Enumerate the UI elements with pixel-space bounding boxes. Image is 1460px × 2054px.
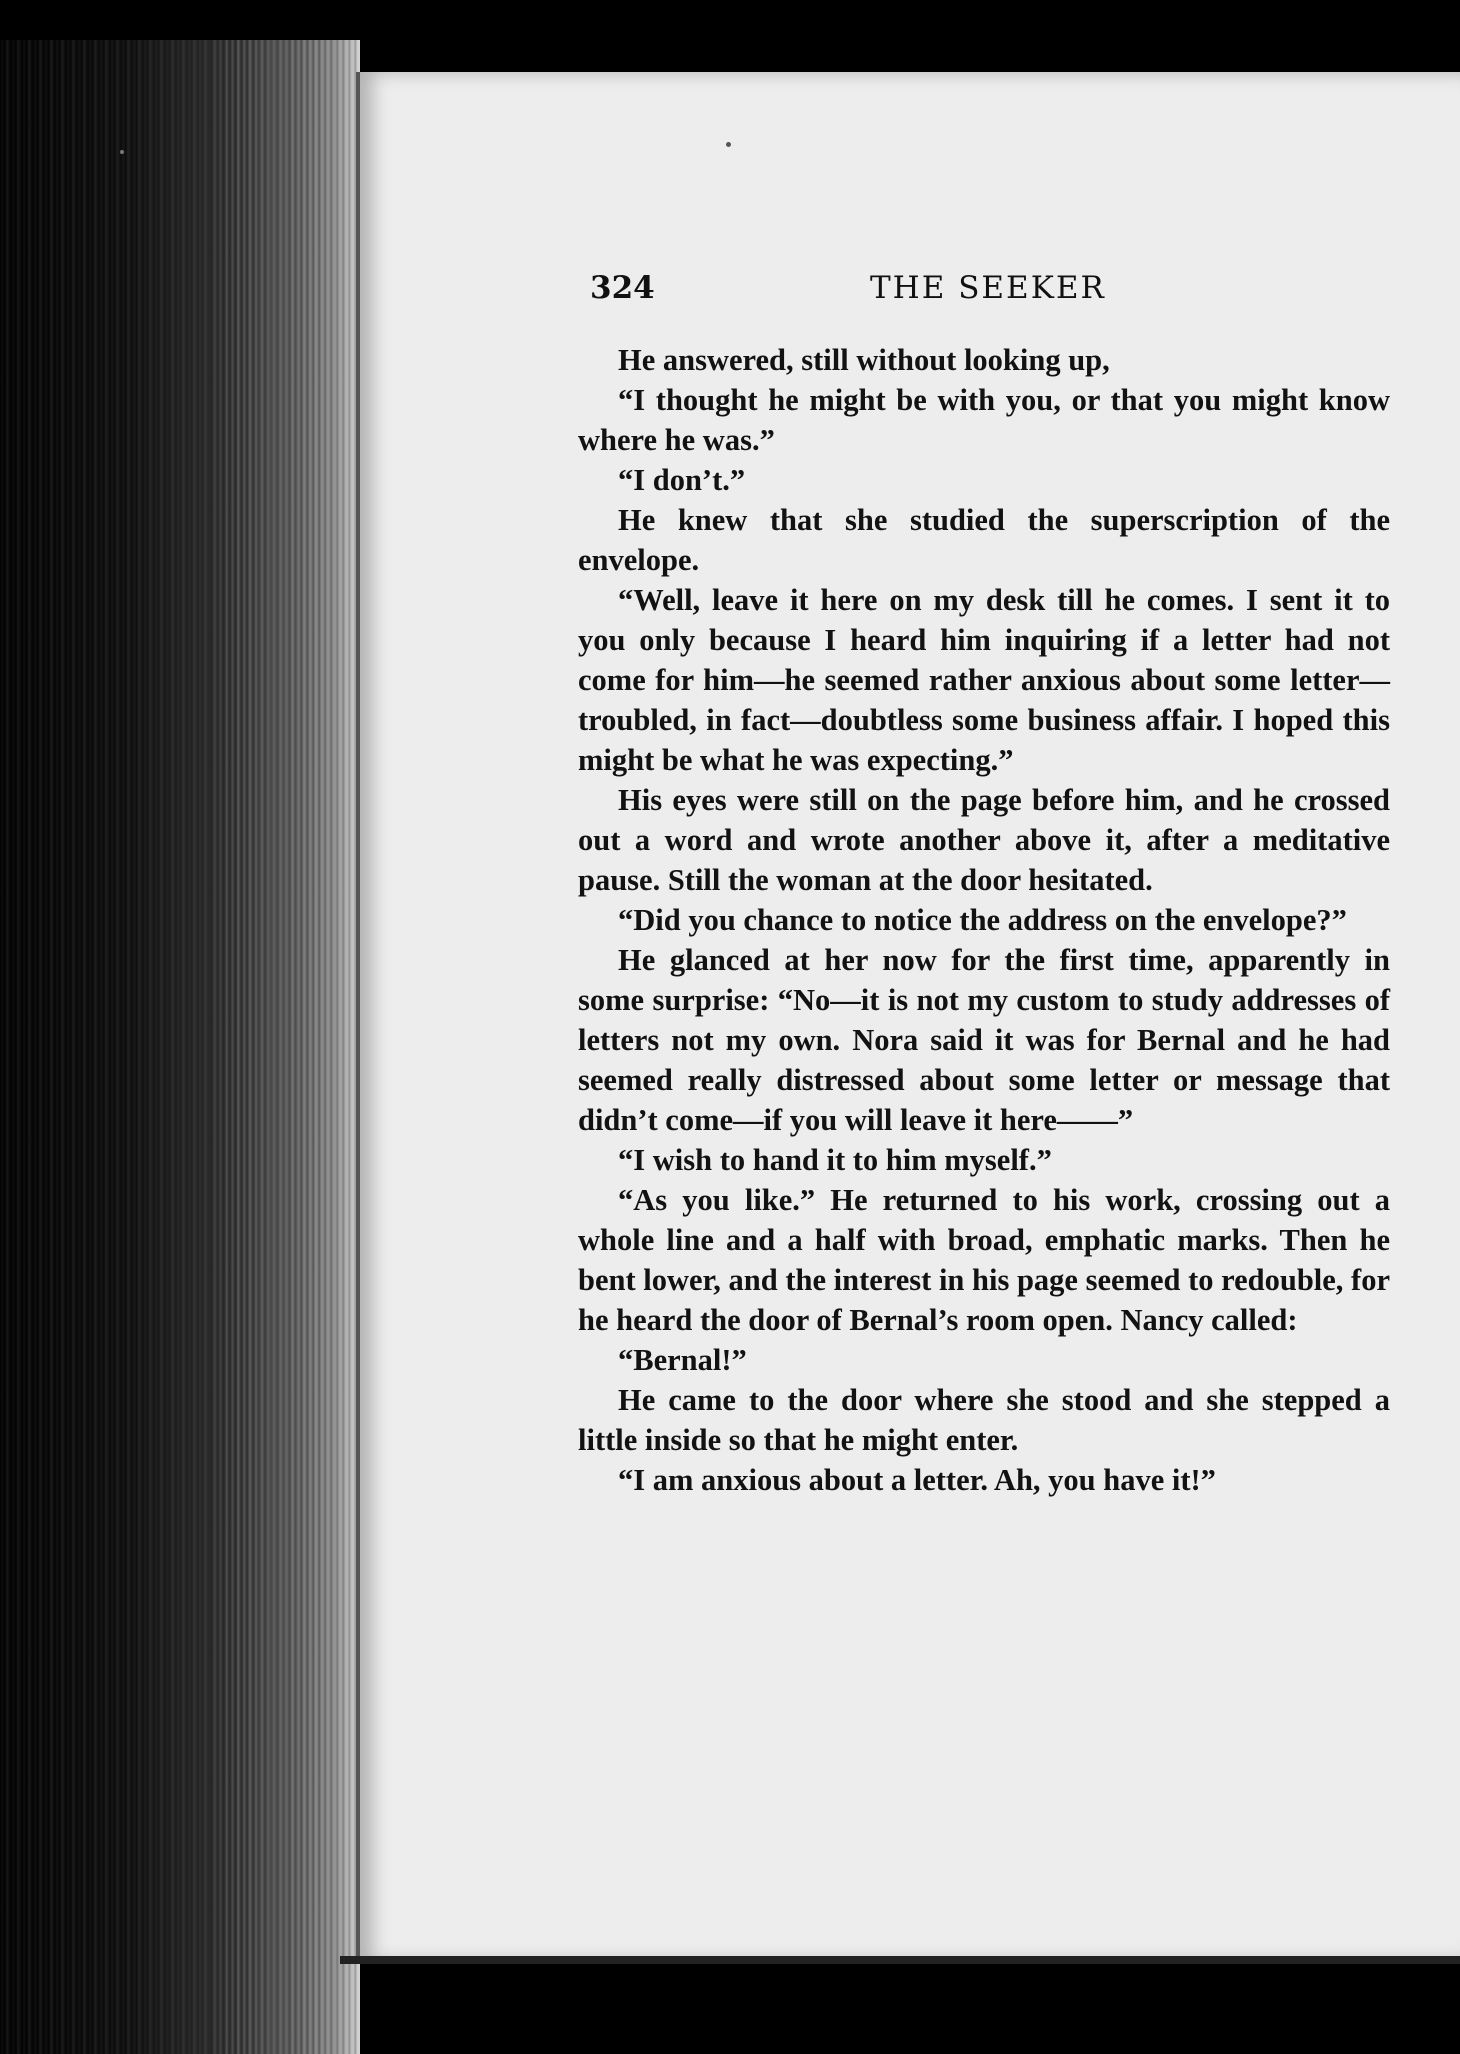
paragraph: His eyes were still on the page before him, and he crossed out a word and wrote another above it, after a meditative pause. Still the woman at the door hesitated. (578, 783, 1390, 897)
paragraph: He answered, still without looking up, (618, 343, 1110, 377)
dust-speck (726, 142, 731, 147)
running-title: THE SEEKER (870, 270, 1106, 306)
paragraph: “Did you chance to notice the address on the envelope?” (618, 903, 1347, 937)
page-bottom-edge (340, 1956, 1460, 1964)
dust-speck (120, 150, 124, 154)
paragraph: He knew that she studied the superscription of the envelope. (578, 503, 1390, 577)
paragraph: “I am anxious about a letter. Ah, you have it!” (618, 1463, 1216, 1497)
paragraph: “I wish to hand it to him myself.” (618, 1143, 1052, 1177)
paragraph: “Bernal!” (618, 1343, 747, 1377)
paragraph: He came to the door where she stood and she stepped a little inside so that he might enter. (578, 1383, 1390, 1457)
page-header (590, 270, 1380, 320)
paragraph: “Well, leave it here on my desk till he comes. I sent it to you only because I heard him inquiring if a letter had not come for him—he seemed rather anxious about some letter—troubled, in fact—doubtless some business affair. I hoped this might be what he was expecting.” (578, 583, 1390, 777)
paragraph: He glanced at her now for the first time, apparently in some surprise: “No—it is not my custom to study addresses of letters not my own. Nora said it was for Bernal and he had seemed really distressed about some letter or message that didn’t come—if you will leave it here——” (578, 943, 1390, 1137)
paragraph: “As you like.” He returned to his work, crossing out a whole line and a half with broad, emphatic marks. Then he bent lower, and the interest in his page seemed to redouble, for he heard the door of Bernal’s room open. Nancy called: (578, 1183, 1390, 1337)
body-text (578, 340, 1390, 1500)
paragraph: “I don’t.” (618, 463, 746, 497)
page-number: 324 (590, 270, 655, 306)
gutter-streaks (210, 40, 360, 2054)
paragraph: “I thought he might be with you, or that you might know where he was.” (578, 383, 1390, 457)
